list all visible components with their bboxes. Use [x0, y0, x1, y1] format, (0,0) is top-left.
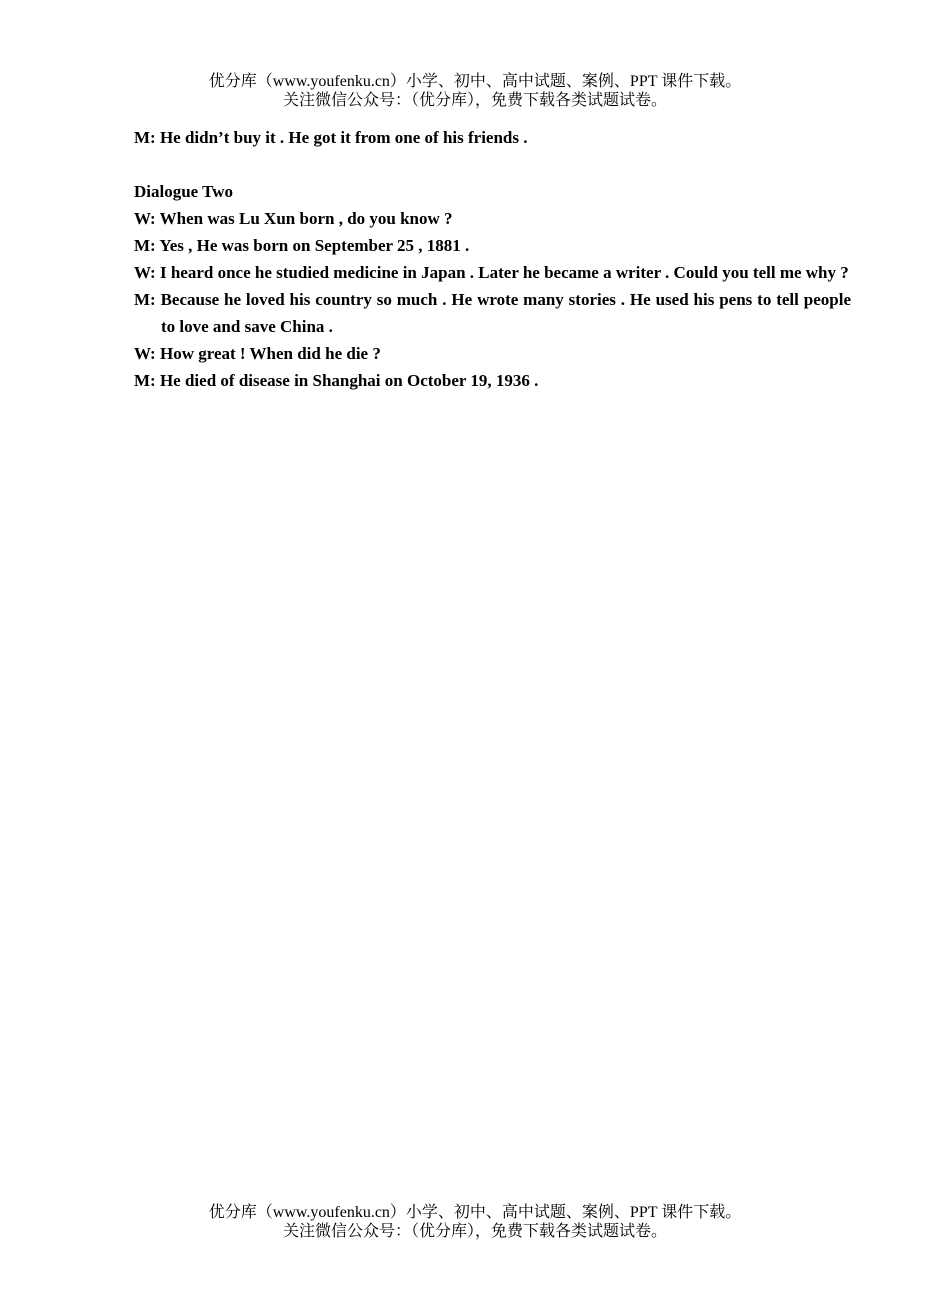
dialogue-line: W: How great ! When did he die ?	[134, 344, 381, 363]
dialogue-line: M: He didn’t buy it . He got it from one of his friends .	[134, 128, 528, 147]
document-body	[134, 124, 851, 394]
dialogue-title: Dialogue Two	[134, 182, 234, 201]
page-footer	[0, 1203, 950, 1241]
dialogue-line: W: I heard once he studied medicine in Japan . Later he became a writer . Could you tell me why ?	[134, 263, 849, 282]
dialogue-line: W: When was Lu Xun born , do you know ?	[134, 209, 453, 228]
header-line-2: 关注微信公众号：（优分库），免费下载各类试题试卷。	[282, 92, 667, 109]
page-header	[0, 72, 950, 110]
header-line-1: 优分库（www.youfenku.cn）小学、初中、高中试题、案例、PPT 课件下载。	[208, 73, 742, 90]
dialogue-line: M: Because he loved his country so much . He wrote many stories . He used his pens to tell people to love and save China .	[134, 290, 851, 336]
footer-line-1: 优分库（www.youfenku.cn）小学、初中、高中试题、案例、PPT 课件下载。	[208, 1204, 742, 1221]
footer-line-2: 关注微信公众号：（优分库），免费下载各类试题试卷。	[282, 1223, 667, 1240]
blank-line	[134, 151, 851, 178]
dialogue-line: M: Yes , He was born on September 25 , 1881 .	[134, 236, 470, 255]
dialogue-line: M: He died of disease in Shanghai on October 19, 1936 .	[134, 371, 539, 390]
